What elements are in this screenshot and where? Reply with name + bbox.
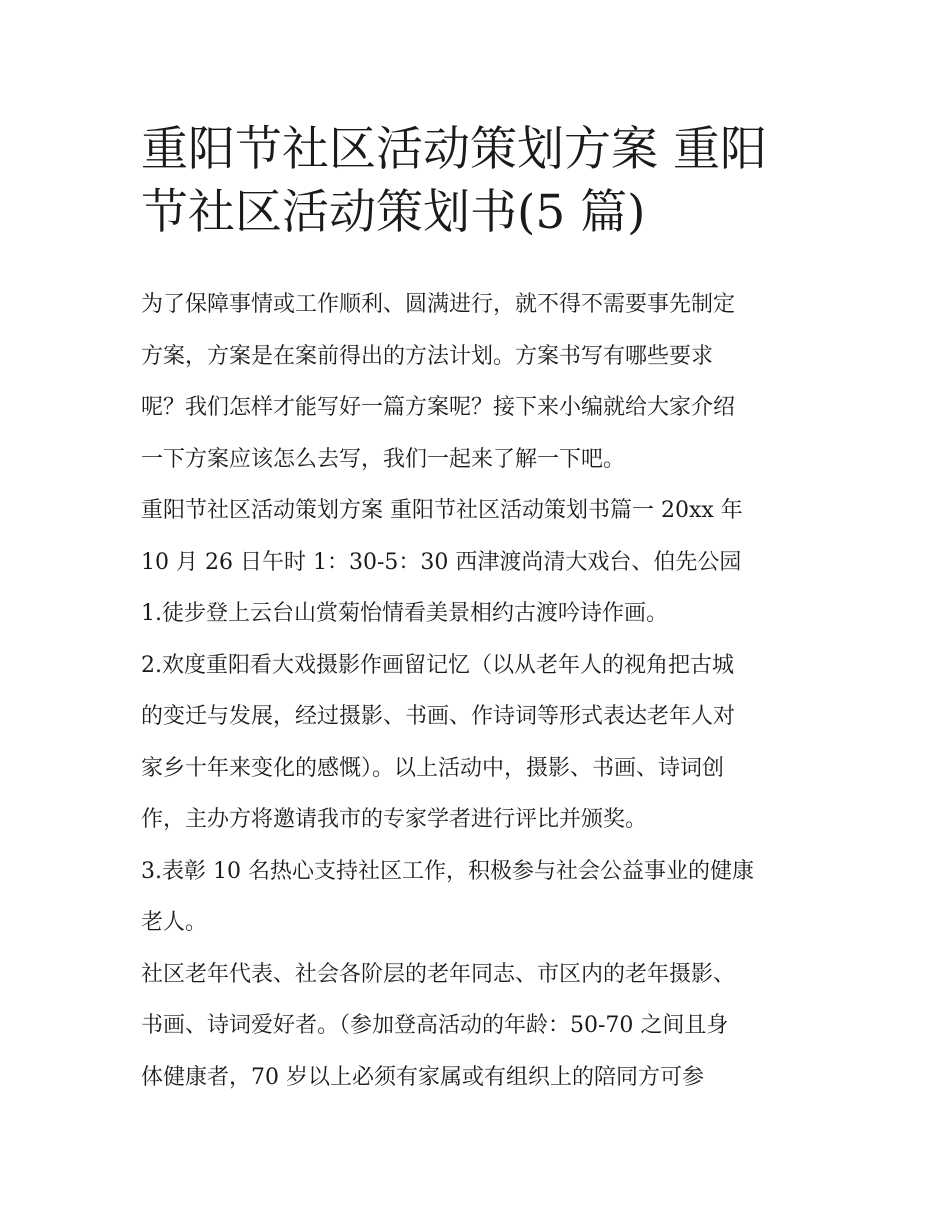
body-line: 1.徒步登上云台山赏菊怡情看美景相约古渡吟诗作画。 [141, 601, 668, 626]
body-line: 呢？我们怎样才能写好一篇方案呢？接下来小编就给大家介绍 [141, 395, 736, 420]
body-line: 的变迁与发展，经过摄影、书画、作诗词等形式表达老年人对 [141, 704, 736, 729]
body-line: 3.表彰 10 名热心支持社区工作，积极参与社会公益事业的健康 [141, 858, 754, 884]
body-line: 重阳节社区活动策划方案 重阳节社区活动策划书篇一 20xx 年 [141, 498, 743, 523]
body-line: 作，主办方将邀请我市的专家学者进行评比并颁奖。 [141, 807, 648, 832]
document-title [141, 118, 821, 244]
body-line: 2.欢度重阳看大戏摄影作画留记忆（以从老年人的视角把古城 [141, 652, 734, 678]
body-line: 10 月 26 日午时 1：30-5：30 西津渡尚清大戏台、伯先公园 [141, 549, 742, 575]
title-line-1: 重阳节社区活动策划方案 重阳 [141, 122, 767, 177]
document-body [141, 279, 831, 1103]
body-line: 家乡十年来变化的感慨）。以上活动中，摄影、书画、诗词创 [141, 755, 725, 781]
body-line: 社区老年代表、社会各阶层的老年同志、市区内的老年摄影、 [141, 961, 736, 987]
body-line: 书画、诗词爱好者。（参加登高活动的年龄：50-70 之间且身 [141, 1013, 729, 1038]
body-line: 为了保障事情或工作顺利、圆满进行，就不得不需要事先制定 [141, 292, 736, 317]
title-line-2: 节社区活动策划书(5 篇) [141, 185, 646, 240]
body-line: 体健康者，70 岁以上必须有家属或有组织上的陪同方可参 [141, 1064, 704, 1090]
body-line: 方案，方案是在案前得出的方法计划。方案书写有哪些要求 [141, 343, 714, 369]
body-line: 老人。 [141, 910, 208, 935]
body-line: 一下方案应该怎么去写，我们一起来了解一下吧。 [141, 446, 626, 472]
